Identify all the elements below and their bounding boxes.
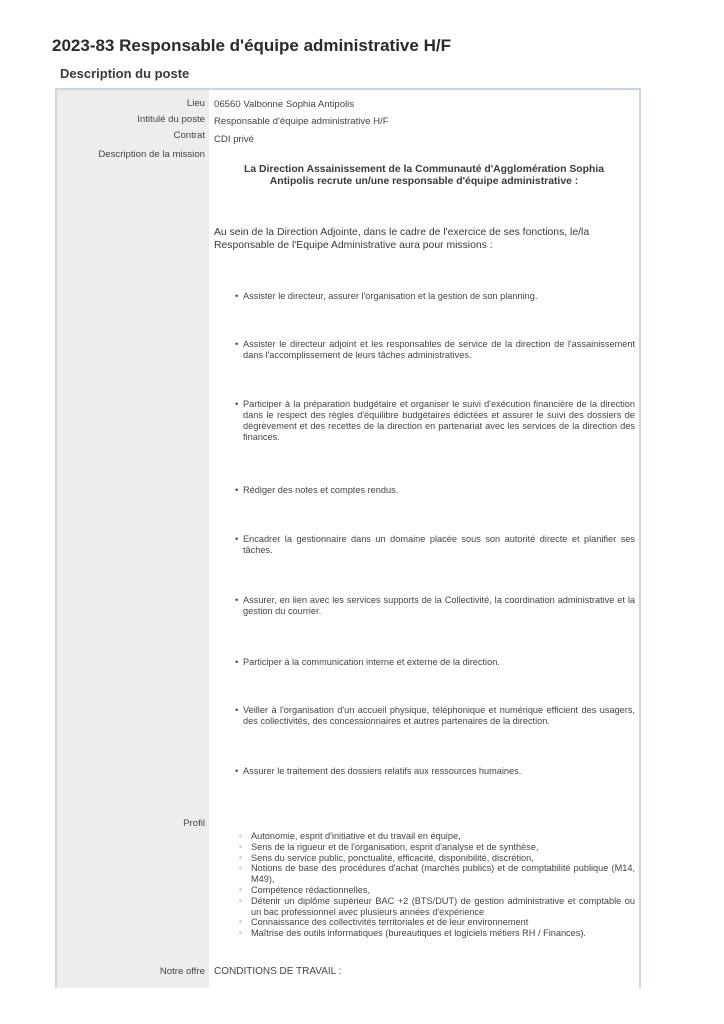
profil-item: ◦ Sens du service public, ponctualité, efficacité, disponibilité, discrétion,	[237, 853, 635, 864]
profil-label: Profil	[183, 818, 205, 829]
mission-intro-line1: Au sein de la Direction Adjointe, dans le cadre de l'exercice de ses fonctions, le/la	[214, 227, 590, 238]
intitule-label: Intitulé du poste	[137, 114, 205, 125]
mission-bullet: • Assurer le traitement des dossiers relatifs aux ressources humaines.	[243, 766, 635, 777]
contrat-label: Contrat	[173, 130, 205, 141]
offre-label: Notre offre	[159, 966, 205, 977]
mission-intro-heading-line2: Antipolis recrute un/une responsable d'équipe administrative :	[269, 176, 579, 187]
mission-intro-heading	[214, 164, 634, 188]
mission-intro-heading-line1: La Direction Assainissement de la Communauté d'Agglomération Sophia	[243, 164, 605, 175]
offre-value: CONDITIONS DE TRAVAIL :	[214, 966, 342, 977]
label-column	[57, 90, 209, 988]
profil-list	[237, 831, 635, 939]
profil-item: ◦ Notions de base des procédures d'achat (marchés publics) et de comptabilité publique (M14, M49),	[237, 863, 635, 885]
job-description-panel	[55, 88, 641, 988]
mission-bullet: • Encadrer la gestionnaire dans un domaine placée sous son autorité directe et planifier ses tâches.	[243, 534, 635, 556]
section-title: Description du poste	[60, 66, 190, 81]
profil-item: ◦ Connaissance des collectivités territoriales et de leur environnement	[237, 917, 635, 928]
lieu-label: Lieu	[186, 98, 205, 109]
mission-bullet: • Participer à la préparation budgétaire et organiser le suivi d'exécution financière de la direction dans le respect des règles d'équilibre budgétaires édictées et assurer le suivi des dossiers de dégrèvement et des recettes de la direction en partenariat avec les services de la direction des finances.	[243, 399, 635, 443]
lieu-value: 06560 Valbonne Sophia Antipolis	[214, 99, 355, 110]
contrat-value: CDI privé	[214, 134, 254, 145]
profil-item: ◦ Autonomie, esprit d'initiative et du travail en équipe,	[237, 831, 635, 842]
intitule-value: Responsable d'équipe administrative H/F	[214, 116, 389, 127]
profil-item: ◦ Détenir un diplôme supérieur BAC +2 (BTS/DUT) de gestion administrative et comptable ou un bac professionnel avec plusieurs années d'expérience	[237, 896, 635, 918]
profil-item: ◦ Compétence rédactionnelles,	[237, 885, 635, 896]
mission-bullet: • Assister le directeur, assurer l'organisation et la gestion de son planning.	[243, 291, 635, 302]
page-title: 2023-83 Responsable d'équipe administrative H/F	[52, 36, 451, 55]
mission-bullet: • Assister le directeur adjoint et les responsables de service de la direction de l'assainissement dans l'accomplissement de leurs tâches administratives.	[243, 339, 635, 361]
mission-intro-text	[214, 226, 634, 252]
mission-bullet: • Participer à la communication interne et externe de la direction.	[243, 657, 635, 668]
profil-item: ◦ Maîtrise des outils informatiques (bureautiques et logiciels métiers RH / Finances).	[237, 928, 635, 939]
mission-bullet: • Assurer, en lien avec les services supports de la Collectivité, la coordination administrative et la gestion du courrier.	[243, 595, 635, 617]
mission-intro-line2: Responsable de l'Equipe Administrative aura pour missions :	[214, 240, 493, 251]
mission-bullet: • Rédiger des notes et comptes rendus.	[243, 485, 635, 496]
profil-item: ◦ Sens de la rigueur et de l'organisation, esprit d'analyse et de synthèse,	[237, 842, 635, 853]
mission-bullet: • Veiller à l'organisation d'un accueil physique, téléphonique et numérique efficient des usagers, des collectivités, des concessionnaires et autres partenaires de la direction.	[243, 705, 635, 727]
mission-label: Description de la mission	[98, 149, 205, 160]
